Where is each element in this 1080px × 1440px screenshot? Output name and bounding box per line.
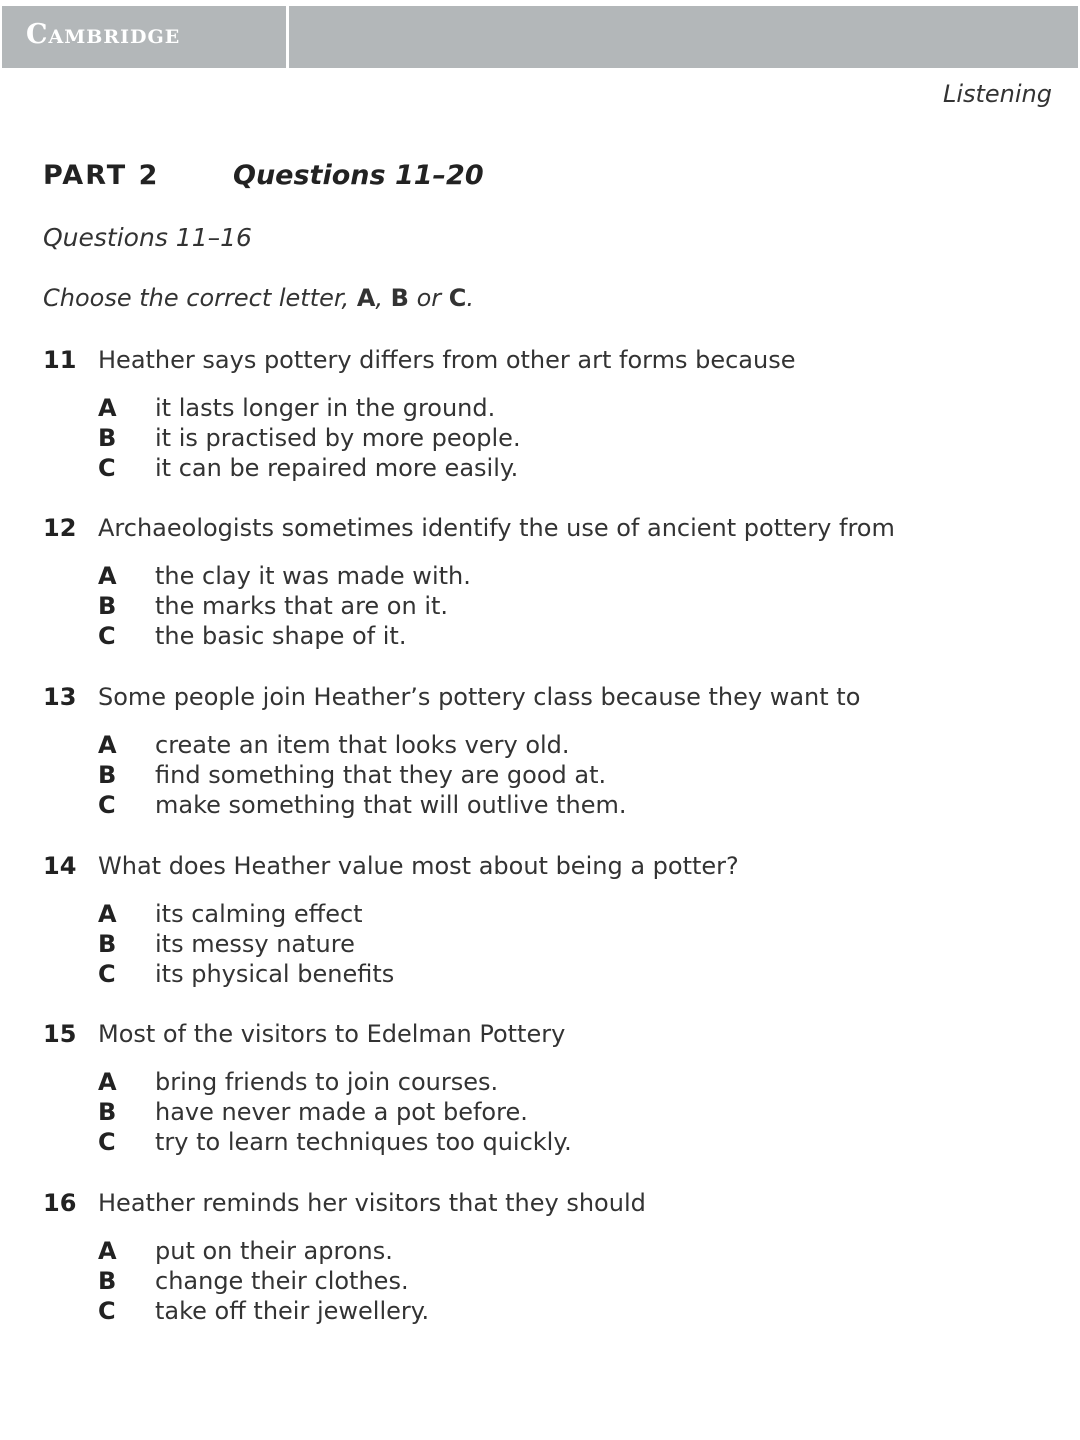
- option-text: bring friends to join courses.: [155, 1068, 499, 1096]
- part-label: PART 2: [43, 160, 160, 191]
- option-text: it lasts longer in the ground.: [155, 394, 496, 422]
- option-letter: A: [98, 900, 117, 928]
- option-letter: B: [98, 761, 117, 789]
- option-letter: C: [98, 1297, 116, 1325]
- part-heading: [43, 160, 484, 191]
- question-number: 12: [43, 514, 77, 542]
- option-letter: C: [98, 960, 116, 988]
- option-letter: A: [98, 731, 117, 759]
- option-letter: B: [98, 930, 117, 958]
- question-number: 13: [43, 683, 77, 711]
- option-text: it can be repaired more easily.: [155, 454, 519, 482]
- option-text: its physical benefits: [155, 960, 395, 988]
- instruction-letter-a: A: [356, 284, 376, 312]
- option-letter: C: [98, 622, 116, 650]
- option-letter: B: [98, 592, 117, 620]
- option-text: create an item that looks very old.: [155, 731, 570, 759]
- option-text: it is practised by more people.: [155, 424, 521, 452]
- option-text: have never made a pot before.: [155, 1098, 528, 1126]
- instruction-prefix: Choose the correct letter,: [43, 284, 357, 312]
- instruction-suffix: .: [466, 284, 475, 312]
- question-text: Most of the visitors to Edelman Pottery: [98, 1020, 566, 1048]
- questions-subheading: Questions 11–16: [43, 223, 252, 252]
- option-letter: B: [98, 1267, 117, 1295]
- option-letter: B: [98, 1098, 117, 1126]
- option-text: its messy nature: [155, 930, 355, 958]
- option-text: find something that they are good at.: [155, 761, 607, 789]
- question-16: [43, 1189, 1043, 1325]
- question-stem: [43, 1020, 1043, 1052]
- instruction-sep: or: [408, 284, 449, 312]
- instruction-sep: ,: [375, 284, 391, 312]
- question-stem: [43, 514, 1043, 546]
- question-number: 15: [43, 1020, 77, 1048]
- part-questions-range: Questions 11–20: [233, 160, 484, 191]
- question-text: Some people join Heather’s pottery class because they want to: [98, 683, 861, 711]
- option-letter: A: [98, 1237, 117, 1265]
- question-13: [43, 683, 1043, 819]
- option-letter: C: [98, 1128, 116, 1156]
- question-stem: [43, 1189, 1043, 1221]
- option-text: try to learn techniques too quickly.: [155, 1128, 572, 1156]
- option-text: the basic shape of it.: [155, 622, 407, 650]
- option-text: take off their jewellery.: [155, 1297, 430, 1325]
- brand-box: [2, 6, 289, 68]
- question-12: [43, 514, 1043, 650]
- question-text: Heather reminds her visitors that they should: [98, 1189, 646, 1217]
- option-text: make something that will outlive them.: [155, 791, 627, 819]
- instruction-text: [43, 284, 474, 312]
- question-text: What does Heather value most about being a potter?: [98, 852, 739, 880]
- option-text: change their clothes.: [155, 1267, 409, 1295]
- option-letter: B: [98, 424, 117, 452]
- question-stem: [43, 852, 1043, 884]
- option-text: the marks that are on it.: [155, 592, 449, 620]
- question-number: 16: [43, 1189, 77, 1217]
- option-letter: A: [98, 562, 117, 590]
- question-number: 14: [43, 852, 77, 880]
- option-text: put on their aprons.: [155, 1237, 393, 1265]
- option-letter: C: [98, 791, 116, 819]
- question-15: [43, 1020, 1043, 1156]
- question-11: [43, 346, 1043, 482]
- header-bar: [2, 6, 1078, 68]
- question-14: [43, 852, 1043, 988]
- question-number: 11: [43, 346, 77, 374]
- brand-logo: Cambridge: [26, 19, 181, 50]
- option-letter: A: [98, 1068, 117, 1096]
- option-letter: C: [98, 454, 116, 482]
- instruction-letter-b: B: [390, 284, 409, 312]
- question-text: Heather says pottery differs from other art forms because: [98, 346, 796, 374]
- option-letter: A: [98, 394, 117, 422]
- option-text: the clay it was made with.: [155, 562, 471, 590]
- instruction-letter-c: C: [448, 284, 467, 312]
- question-text: Archaeologists sometimes identify the use of ancient pottery from: [98, 514, 895, 542]
- option-text: its calming effect: [155, 900, 363, 928]
- question-stem: [43, 346, 1043, 378]
- section-label: Listening: [942, 80, 1052, 108]
- question-stem: [43, 683, 1043, 715]
